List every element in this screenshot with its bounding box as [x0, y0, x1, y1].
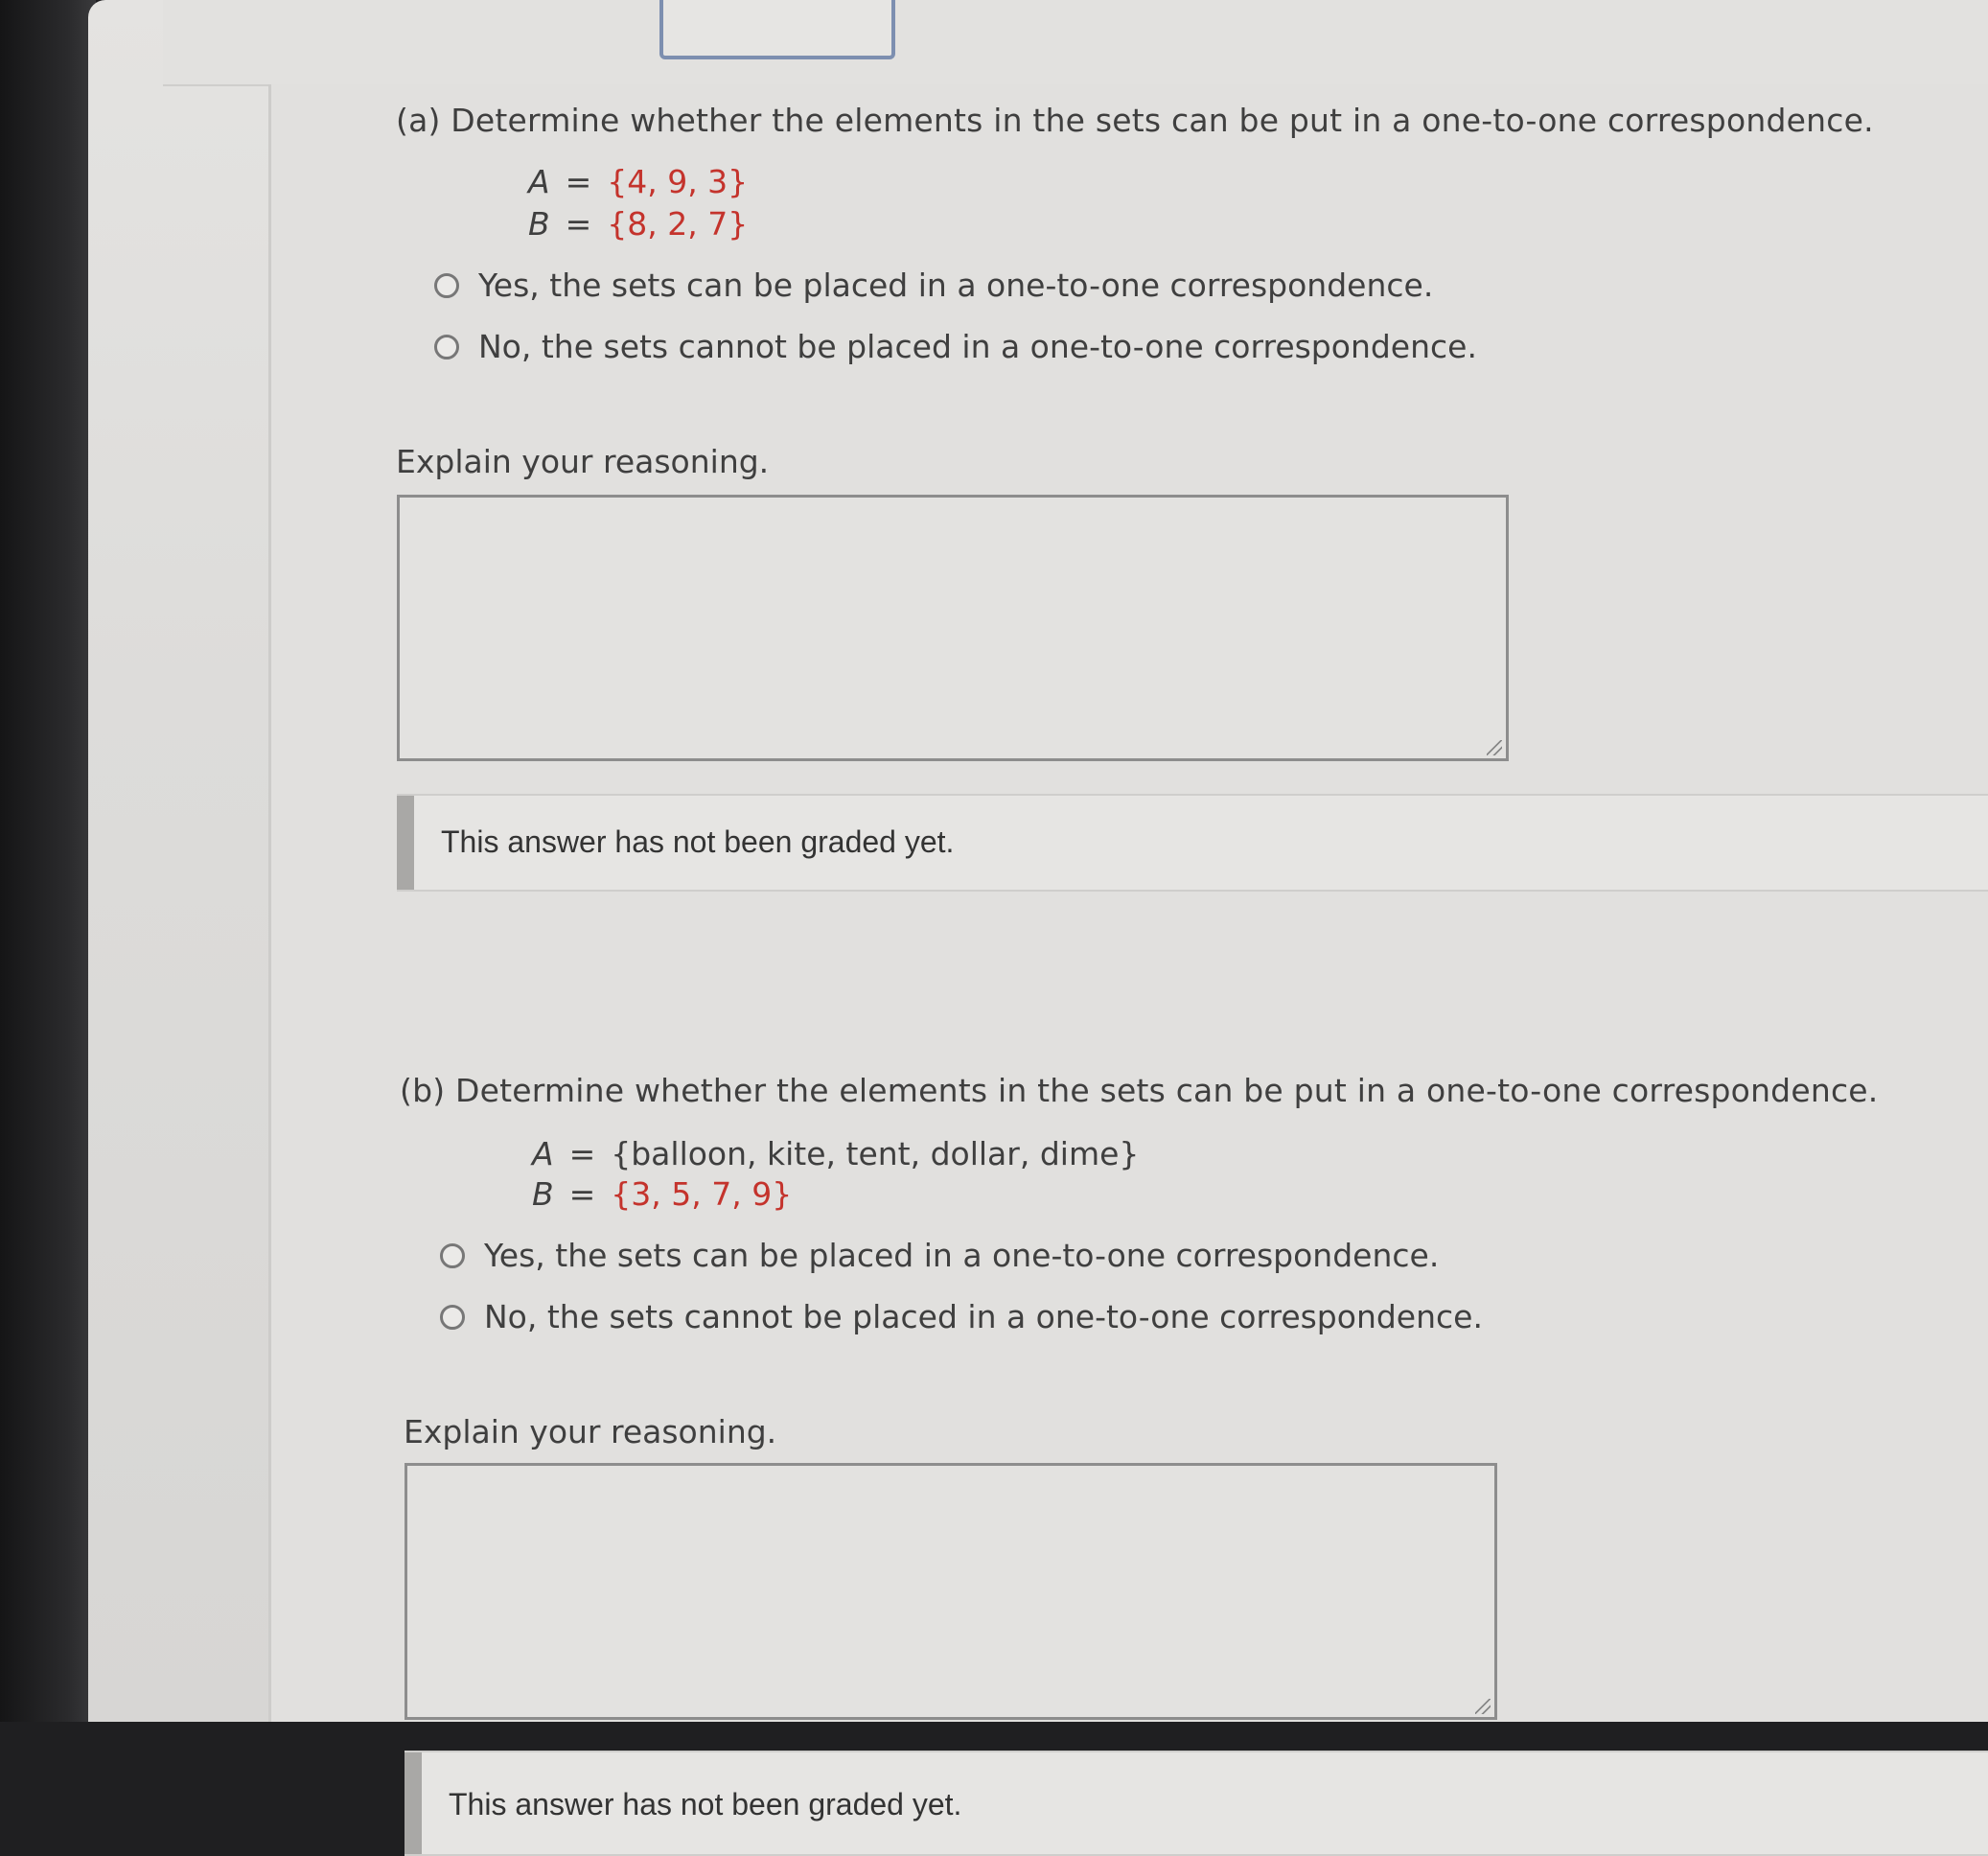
option-label: Yes, the sets can be placed in a one-to-one correspondence. — [478, 267, 1434, 304]
part-a-option-no[interactable] — [434, 328, 1477, 365]
equals-sign: = — [565, 163, 592, 200]
set-a-name: A — [532, 1135, 554, 1172]
part-b-question: (b) Determine whether the elements in the sets can be put in a one-to-one correspondence. — [400, 1072, 1879, 1109]
option-label: Yes, the sets can be placed in a one-to-one correspondence. — [484, 1237, 1440, 1274]
set-b-name: B — [532, 1175, 554, 1213]
set-b-elements: {8, 2, 7} — [607, 205, 749, 243]
radio-button[interactable] — [434, 273, 459, 298]
part-b-grading-status — [405, 1751, 1988, 1856]
previous-answer-input[interactable] — [659, 0, 895, 59]
part-a-set-a — [528, 163, 748, 200]
equals-sign: = — [568, 1175, 596, 1213]
grading-status-text: This answer has not been graded yet. — [441, 824, 955, 859]
radio-button[interactable] — [434, 335, 459, 360]
radio-button[interactable] — [440, 1243, 465, 1268]
part-b-option-yes[interactable] — [440, 1237, 1439, 1274]
part-a-option-yes[interactable] — [434, 267, 1433, 304]
set-a-name: A — [528, 163, 550, 200]
part-b-resize-handle[interactable] — [1475, 1699, 1491, 1714]
part-a-grading-status — [397, 794, 1988, 892]
option-label: No, the sets cannot be placed in a one-to-one correspondence. — [484, 1298, 1483, 1335]
grading-status-text: This answer has not been graded yet. — [449, 1787, 962, 1821]
set-b-name: B — [528, 205, 550, 243]
part-b-option-no[interactable] — [440, 1298, 1483, 1335]
part-a-explain-label: Explain your reasoning. — [396, 443, 770, 480]
resize-grip-icon — [1487, 740, 1502, 755]
monitor-bezel — [0, 0, 96, 1722]
part-b-reasoning-textarea[interactable] — [405, 1463, 1497, 1720]
set-b-elements: {3, 5, 7, 9} — [611, 1175, 793, 1213]
part-b-set-a — [532, 1135, 1139, 1172]
set-a-elements: {4, 9, 3} — [607, 163, 749, 200]
equals-sign: = — [565, 205, 592, 243]
browser-viewport — [88, 0, 1988, 1821]
option-label: No, the sets cannot be placed in a one-to-one correspondence. — [478, 328, 1477, 365]
part-b-set-b — [532, 1175, 792, 1213]
question-content — [268, 84, 1988, 1821]
status-accent — [405, 1752, 422, 1854]
previous-question-strip — [163, 0, 1988, 86]
equals-sign: = — [568, 1135, 596, 1172]
part-a-reasoning-textarea[interactable] — [397, 495, 1509, 761]
status-accent — [397, 796, 414, 890]
part-b-explain-label: Explain your reasoning. — [404, 1413, 777, 1450]
set-a-elements: {balloon, kite, tent, dollar, dime} — [611, 1135, 1140, 1172]
radio-button[interactable] — [440, 1305, 465, 1330]
part-a-question: (a) Determine whether the elements in the sets can be put in a one-to-one correspondence. — [396, 102, 1874, 139]
part-a-resize-handle[interactable] — [1487, 740, 1502, 755]
resize-grip-icon — [1475, 1699, 1491, 1714]
part-a-set-b — [528, 205, 748, 243]
